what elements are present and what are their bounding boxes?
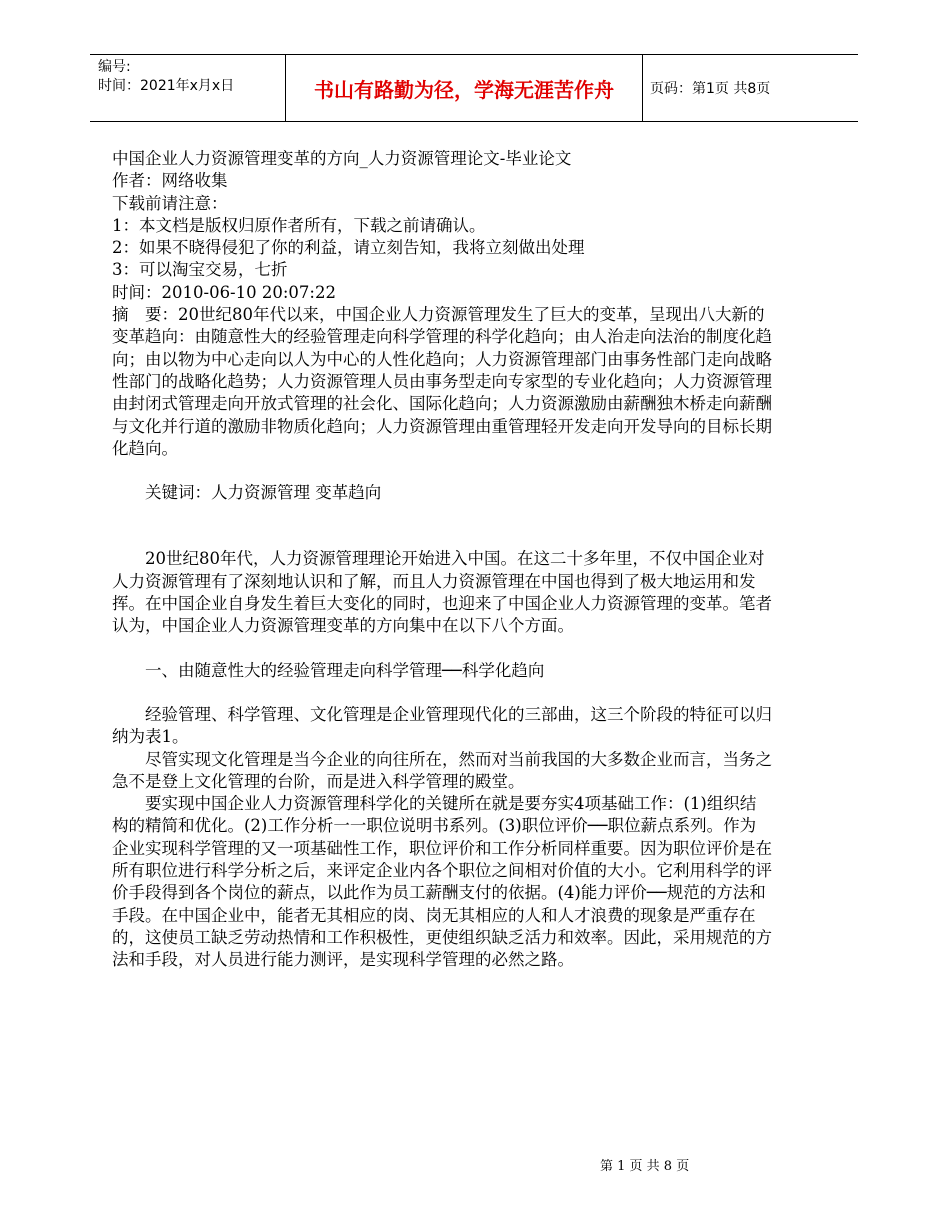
paragraph-3: 要实现中国企业人力资源管理科学化的关键所在就是要夯实4项基础工作：(1)组织结构的精简和优化。(2)工作分析一一职位说明书系列。(3)职位评价──职位薪点系列。作为企业实现科学管理的又一项基础性工作，职位评价和工作分析同样重要。因为职位评价是在所有职位进行科学分析之后，来评定企业内各个职位之间相对价值的大小。它利用科学的评价手段得到各个岗位的薪点，以此作为员工薪酬支付的依据。(4)能力评价──规范的方法和手段。在中国企业中，能者无其相应的岗、岗无其相应的人和人才浪费的现象是严重存在的，这使员工缺乏劳动热情和工作积极性，更使组织缺乏活力和效率。因此，采用规范的方法和手段，对人员进行能力测评，是实现科学管理的必然之路。 [112, 794, 772, 970]
section-heading-1: 一、由随意性大的经验管理走向科学管理──科学化趋向 [145, 660, 545, 680]
page-footer: 第 1 页 共 8 页 [600, 1159, 690, 1174]
notice-item-2: 2：如果不晓得侵犯了你的利益，请立刻告知，我将立刻做出处理 [112, 238, 585, 258]
header-meta [90, 55, 285, 121]
header-time: 时间：2021年x月x日 [98, 78, 235, 94]
header-page-info: 页码：第1页 共8页 [650, 81, 771, 97]
notice-heading: 下载前请注意： [112, 193, 228, 213]
intro-paragraph: 20世纪80年代，人力资源管理理论开始进入中国。在这二十多年里，不仅中国企业对人力资源管理有了深刻地认识和了解，而且人力资源管理在中国也得到了极大地运用和发挥。在中国企业自身发生着巨大变化的同时，也迎来了中国企业人力资源管理的变革。笔者认为，中国企业人力资源管理变革的方向集中在以下八个方面。 [112, 549, 772, 636]
document-title: 中国企业人力资源管理变革的方向_人力资源管理论文-毕业论文 [112, 149, 572, 168]
document-author: 作者：网络收集 [112, 171, 228, 191]
abstract: 摘 要：20世纪80年代以来，中国企业人力资源管理发生了巨大的变革，呈现出八大新的变革趋向：由随意性大的经验管理走向科学管理的科学化趋向；由人治走向法治的制度化趋向；由以物为中心走向以人为中心的人性化趋向；人力资源管理部门由事务性部门走向战略性部门的战略化趋势；人力资源管理人员由事务型走向专家型的专业化趋向；人力资源管理由封闭式管理走向开放式管理的社会化、国际化趋向；人力资源激励由薪酬独木桥走向薪酬与文化并行道的激励非物质化趋向；人力资源管理由重管理轻开发走向开发导向的目标长期化趋向。 [112, 305, 772, 458]
document-number-label: 编号: [98, 59, 131, 75]
paragraph-2: 尽管实现文化管理是当今企业的向往所在，然而对当前我国的大多数企业而言，当务之急不是登上文化管理的台阶，而是进入科学管理的殿堂。 [112, 749, 772, 791]
notice-item-1: 1：本文档是版权归原作者所有，下载之前请确认。 [112, 215, 486, 235]
notice-item-3: 3：可以淘宝交易，七折 [112, 260, 288, 280]
header-motto: 书山有路勤为径，学海无涯苦作舟 [285, 55, 643, 121]
page-header [90, 54, 858, 122]
document-datetime: 时间：2010-06-10 20:07:22 [112, 282, 336, 302]
document-body [112, 148, 772, 972]
paragraph-1: 经验管理、科学管理、文化管理是企业管理现代化的三部曲，这三个阶段的特征可以归纳为表1。 [112, 704, 772, 747]
keywords: 关键词：人力资源管理 变革趋向 [145, 483, 382, 503]
